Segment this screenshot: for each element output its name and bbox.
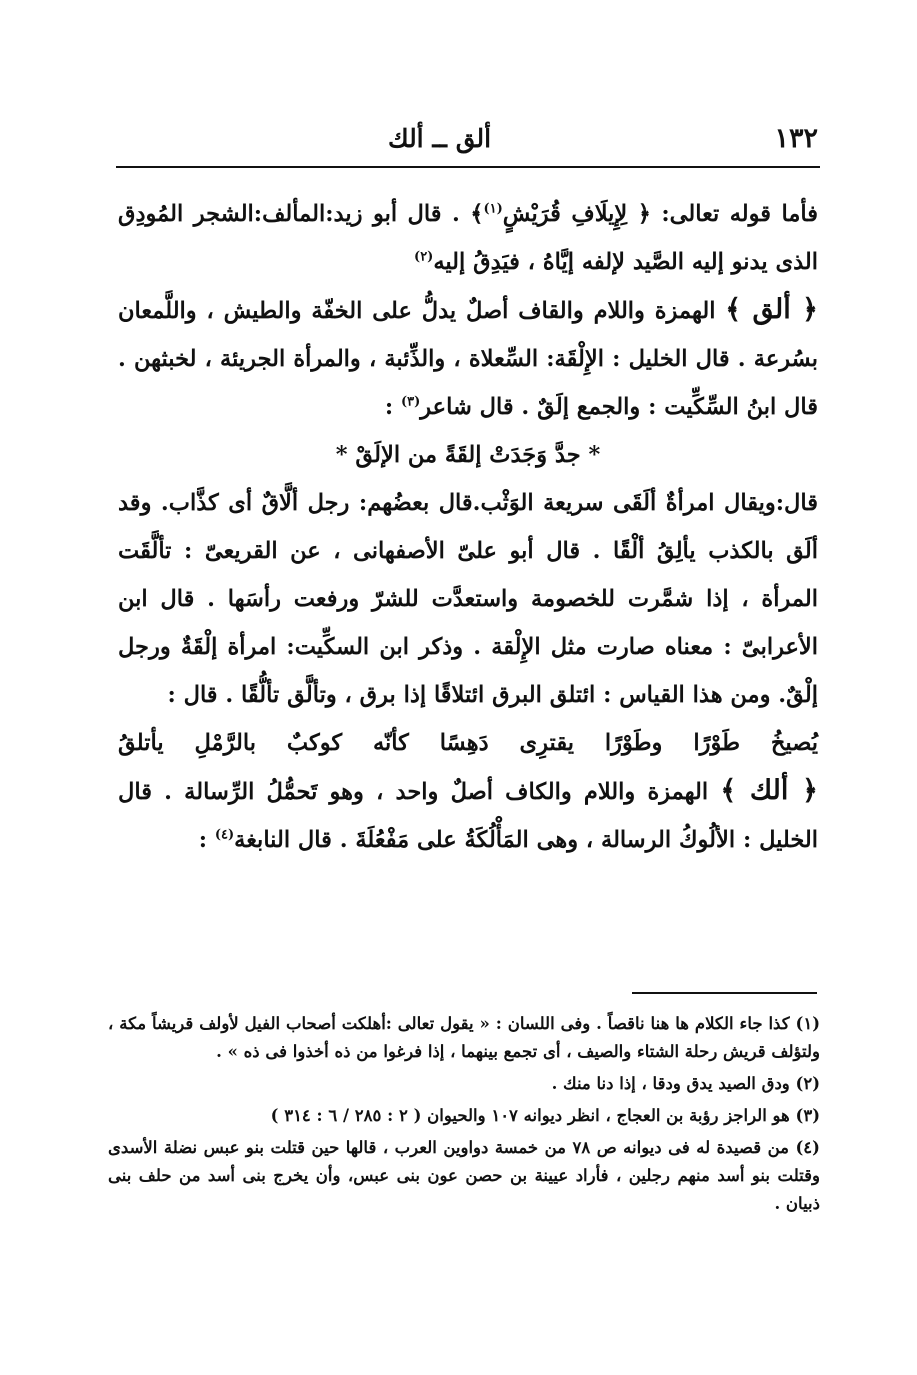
page-number: ١٣٢: [774, 122, 818, 154]
footnote-4: (٤) من قصيدة له فى ديوانه ص ٧٨ من خمسة دواوين العرب ، قالها حين قتلت بنو عبس نضلة الأسدى وقتلت بنو أسد منهم رجلين ، فأراد عيينة بن حصن عون بنى عبس، وأن يخرج بنى أسد من حلف بنى ذبيان .: [108, 1138, 820, 1213]
footnote-ref-1[interactable]: (١): [483, 201, 503, 217]
entry-text-alk: الهمزة واللام والكاف أصلٌ واحد ، وهو تَحمُّلُ الرِّسالة . قال الخليل : الألُوكُ الرسالة ، وهى المَأْلُكَةُ على مَفْعُلَةَ . قال النابغة: [118, 779, 818, 853]
footnote-3: (٣) هو الراجز رؤبة بن العجاج ، انظر ديوانه ١٠٧ والحيوان ( ٢ : ٢٨٥ / ٦ : ٣١٤ ): [270, 1106, 820, 1125]
footnote-2: (٢) ودق الصيد يدق ودقا ، إذا دنا منك .: [551, 1074, 820, 1093]
entry-text-alk-end: :: [198, 827, 215, 853]
running-title: ألق ــ ألك: [388, 123, 492, 153]
intro-paragraph: [118, 190, 818, 286]
footnote-ref-4[interactable]: (٤): [214, 827, 235, 843]
entry-heading-alk: ﴿ ألك ﴾: [720, 775, 818, 806]
main-text: [118, 190, 818, 864]
entry-alq: [118, 286, 818, 431]
footnote-ref-3[interactable]: (٣): [400, 394, 421, 410]
entry-text-alq-end: :: [384, 394, 401, 420]
verse-1: * جدَّ وَجَدَتْ إلقَةً من الإلَقْ *: [335, 442, 601, 468]
verse-2: يُصيخُ طَوْرًا وطَوْرًا يقترِى دَهِسًا كأنّه كوكبٌ بالرَّمْلِ يأتلقُ: [118, 730, 818, 756]
page-header: [118, 118, 818, 158]
intro-line-1b: ﴾ . قال أبو زيد:المألف:الشجر المُودِق الذى: [118, 201, 818, 275]
footnotes: [108, 1010, 820, 1222]
intro-line-1: فأما قوله تعالى: ﴿ لِإِيلَافِ قُرَيْشٍ: [502, 201, 818, 227]
footnote-ref-2[interactable]: (٢): [414, 249, 434, 265]
entry-alk: [118, 767, 818, 864]
footnote-1: (١) كذا جاء الكلام ها هنا ناقصاً . وفى اللسان : « يقول تعالى :أهلكت أصحاب الفيل لأولف قريشاً مكة ، ولتؤلف قريش رحلة الشتاء والصيف ، أى تجمع بينهما ، إذا فرغوا من ذه أخذوا فى ذه » .: [108, 1014, 820, 1061]
header-rule: [116, 166, 820, 168]
entry-heading-alq: ﴿ ألق ﴾: [725, 294, 818, 325]
intro-line-2: يدنو إليه الصَّيد لإلفه إيَّاهُ ، فيَدِقُ إليه: [433, 249, 768, 275]
footnote-rule: [632, 992, 817, 994]
entry-text-alq: الهمزة واللام والقاف أصلٌ يدلُّ على الخفّة والطيش ، واللَّمعان بسُرعة . قال الخليل : الإِلْقَة: السِّعلاة ، والذِّئبة ، والمرأة الجريئة ، لخبثهن . قال ابنُ السِّكِّيت : والجمع إلَقٌ . قال شاعر: [118, 298, 818, 420]
paragraph-2: قال:ويقال امرأةٌ ألَقَى سريعة الوَثْب.قال بعضُهم: رجل ألَّاقٌ أى كذَّاب. وقد ألَق بالكذب يألِقُ ألْقًا . قال أبو علىّ الأصفهانى ، عن القريعىّ : تألَّقَت المرأة ، إذا شمَّرت للخصومة واستعدَّت للشرّ ورفعت رأسَها . قال ابن الأعرابىّ : معناه صارت مثل الإِلْقة . وذكر ابن السكِّيت: امرأة إلْقَةٌ ورجل إلْقٌ. ومن هذا القياس : ائتلق البرق ائتلاقًا إذا برق ، وتألَّق تألُّقًا . قال :: [118, 490, 818, 708]
